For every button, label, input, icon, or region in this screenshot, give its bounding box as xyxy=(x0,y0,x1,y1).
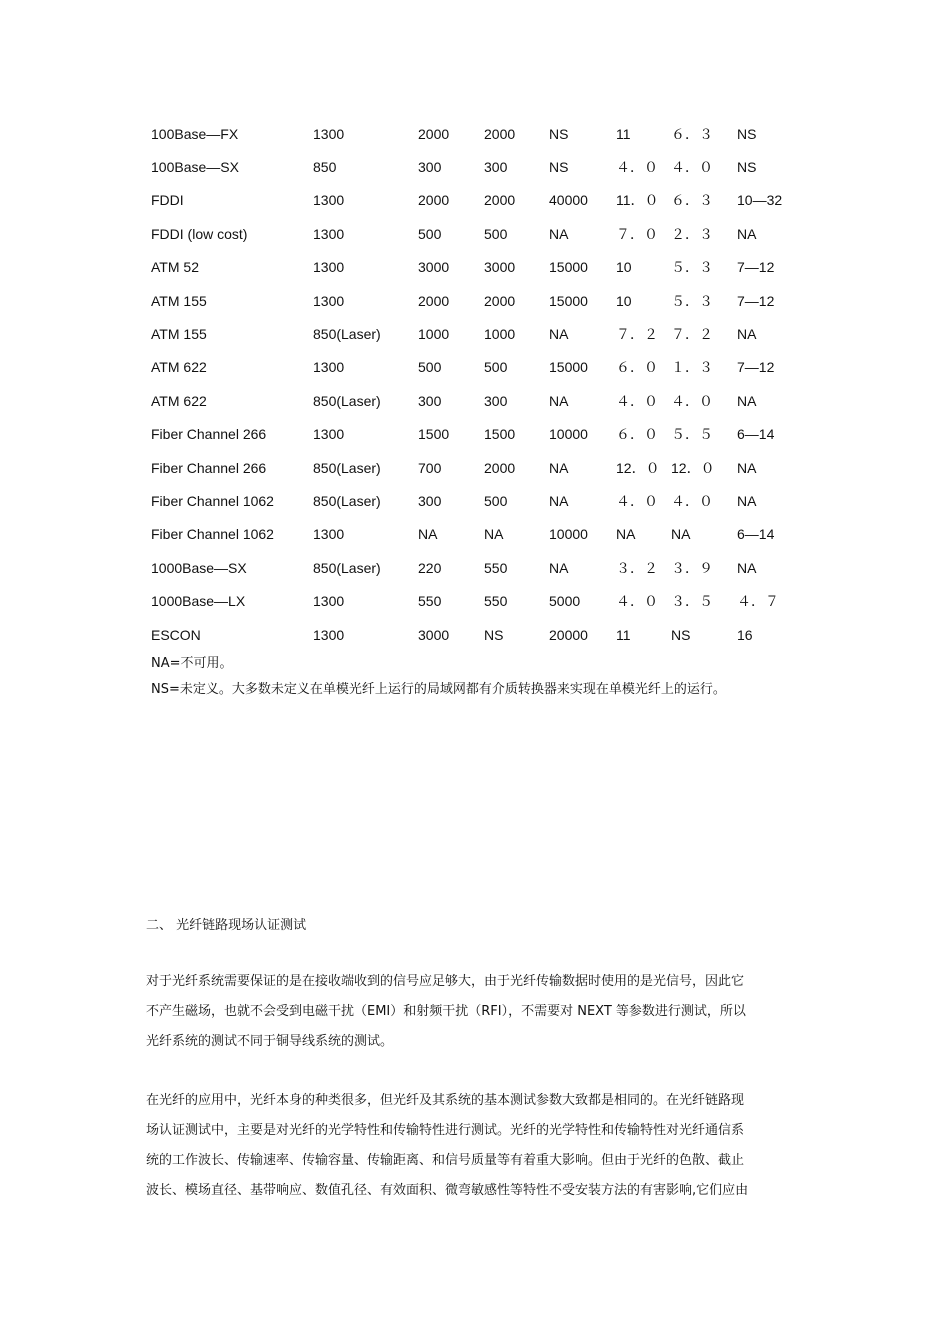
table-cell: 15000 xyxy=(549,259,588,276)
table-cell: 11 xyxy=(616,626,631,643)
table-cell: 16 xyxy=(737,626,753,643)
table-cell: NA xyxy=(737,392,757,409)
table-cell: 850 xyxy=(313,159,337,176)
table-cell: NA xyxy=(549,492,569,509)
table-cell: 11．０ xyxy=(616,192,659,209)
table-cell: １．３ xyxy=(671,359,713,376)
table-cell: ４．０ xyxy=(616,392,658,409)
table-row xyxy=(146,317,797,350)
table-row xyxy=(146,117,797,150)
table-cell: 6—14 xyxy=(737,526,775,543)
table-cell: ４．０ xyxy=(616,593,658,610)
table-cell: 300 xyxy=(418,492,442,509)
table-cell: ４．０ xyxy=(616,492,658,509)
table-row xyxy=(146,451,797,484)
table-cell: 7—12 xyxy=(737,359,775,376)
table-cell: NS xyxy=(484,626,504,643)
table-cell: 40000 xyxy=(549,192,588,209)
table-cell: ６．３ xyxy=(671,125,713,142)
table-cell: 1300 xyxy=(313,292,345,309)
table-cell: 100Base—SX xyxy=(151,159,239,176)
table-cell: 300 xyxy=(484,159,508,176)
table-cell: ４．０ xyxy=(671,159,713,176)
table-cell: 1300 xyxy=(313,125,345,142)
table-cell: 3000 xyxy=(484,259,516,276)
paragraph-1-line: 不产生磁场，也就不会受到电磁干扰（EMI）和射频干扰（RFI），不需要对 NEXT 等参数进行测试，所以 xyxy=(146,1004,746,1019)
table-cell: 10 xyxy=(616,259,632,276)
table-cell: ６．０ xyxy=(616,359,658,376)
paragraph-1-line: 对于光纤系统需要保证的是在接收端收到的信号应足够大，由于光纤传输数据时使用的是光信号，因此它 xyxy=(146,974,745,989)
table-cell: ３．９ xyxy=(671,559,713,576)
table-cell: ３．２ xyxy=(616,559,658,576)
table-cell: ４．７ xyxy=(737,593,779,610)
table-cell: 10000 xyxy=(549,526,588,543)
table-cell: ATM 155 xyxy=(151,292,207,309)
table-cell: ３．５ xyxy=(671,593,713,610)
table-cell: ６．０ xyxy=(616,426,658,443)
table-row xyxy=(146,351,797,384)
table-cell: NA xyxy=(549,459,569,476)
table-cell: ATM 155 xyxy=(151,326,207,343)
table-cell: 300 xyxy=(418,159,442,176)
paragraph-1 xyxy=(146,967,826,1057)
table-row xyxy=(146,518,797,551)
table-cell: 500 xyxy=(484,492,508,509)
table-cell: 10000 xyxy=(549,426,588,443)
table-cell: ４．０ xyxy=(671,392,713,409)
table-cell: 5000 xyxy=(549,593,581,610)
table-cell: 1300 xyxy=(313,192,345,209)
table-cell: 300 xyxy=(484,392,508,409)
table-cell: 15000 xyxy=(549,359,588,376)
table-cell: NA xyxy=(737,326,757,343)
table-cell: ５．３ xyxy=(671,259,713,276)
table-cell: ATM 622 xyxy=(151,359,207,376)
table-cell: 7—12 xyxy=(737,259,775,276)
table-cell: NA xyxy=(671,526,691,543)
table-cell: 500 xyxy=(484,225,508,242)
table-cell: 850(Laser) xyxy=(313,559,381,576)
paragraph-2-line: 统的工作波长、传输速率、传输容量、传输距离、和信号质量等有着重大影响。但由于光纤的色散、截止 xyxy=(146,1153,745,1168)
table-cell: NA xyxy=(549,225,569,242)
table-row xyxy=(146,251,797,284)
table-cell: 500 xyxy=(484,359,508,376)
table-row xyxy=(146,551,797,584)
table-cell: 2000 xyxy=(484,459,516,476)
table-cell: NA xyxy=(737,559,757,576)
table-cell: ５．５ xyxy=(671,426,713,443)
note-na: NA=不可用。 xyxy=(151,656,233,671)
table-cell: 1300 xyxy=(313,259,345,276)
table-cell: ７．２ xyxy=(616,326,658,343)
fiber-spec-table xyxy=(146,117,797,651)
table-cell: 700 xyxy=(418,459,442,476)
table-cell: NA xyxy=(737,459,757,476)
table-cell: NA xyxy=(484,526,504,543)
table-cell: 15000 xyxy=(549,292,588,309)
paragraph-1-line: 光纤系统的测试不同于铜导线系统的测试。 xyxy=(146,1034,394,1049)
table-cell: ESCON xyxy=(151,626,201,643)
note-ns: NS=未定义。大多数未定义在单模光纤上运行的局域网都有介质转换器来实现在单模光纤上的运行。 xyxy=(151,682,726,697)
table-cell: NS xyxy=(549,125,569,142)
paragraph-2-line: 波长、模场直径、基带响应、数值孔径、有效面积、微弯敏感性等特性不受安装方法的有害影响,它们应由 xyxy=(146,1183,749,1198)
table-cell: 3000 xyxy=(418,626,450,643)
table-cell: 1000 xyxy=(418,326,450,343)
table-cell: NA xyxy=(549,559,569,576)
table-cell: NS xyxy=(737,159,757,176)
table-cell: NA xyxy=(737,492,757,509)
table-cell: ６．３ xyxy=(671,192,713,209)
table-cell: FDDI (low cost) xyxy=(151,225,248,242)
table-cell: 2000 xyxy=(484,292,516,309)
table-cell: 12．０ xyxy=(616,459,660,476)
table-cell: NA xyxy=(616,526,636,543)
table-cell: FDDI xyxy=(151,192,184,209)
table-row xyxy=(146,184,797,217)
table-cell: 300 xyxy=(418,392,442,409)
table-cell: 6—14 xyxy=(737,426,775,443)
table-row xyxy=(146,584,797,617)
table-row xyxy=(146,418,797,451)
table-cell: 1000Base—LX xyxy=(151,593,246,610)
table-cell: NS xyxy=(549,159,569,176)
table-row xyxy=(146,484,797,517)
table-cell: 2000 xyxy=(418,125,450,142)
table-cell: Fiber Channel 1062 xyxy=(151,492,274,509)
table-cell: Fiber Channel 1062 xyxy=(151,526,274,543)
table-cell: 11 xyxy=(616,125,631,142)
table-cell: 3000 xyxy=(418,259,450,276)
table-cell: 1300 xyxy=(313,225,345,242)
paragraph-2 xyxy=(146,1086,826,1206)
table-cell: 2000 xyxy=(418,292,450,309)
table-row xyxy=(146,618,797,651)
table-row xyxy=(146,384,797,417)
table-cell: 1000 xyxy=(484,326,516,343)
table-cell: 1500 xyxy=(484,426,516,443)
table-cell: 1300 xyxy=(313,593,345,610)
table-row xyxy=(146,284,797,317)
table-cell: NS xyxy=(671,626,691,643)
table-cell: 20000 xyxy=(549,626,588,643)
table-cell: 500 xyxy=(418,225,442,242)
table-cell: 550 xyxy=(484,559,508,576)
table-cell: NA xyxy=(418,526,438,543)
table-row xyxy=(146,217,797,250)
table-cell: 2000 xyxy=(484,192,516,209)
table-cell: Fiber Channel 266 xyxy=(151,426,267,443)
table-cell: ７．２ xyxy=(671,326,713,343)
fiber-spec-table-body xyxy=(146,117,797,651)
table-cell: ５．３ xyxy=(671,292,713,309)
table-cell: 2000 xyxy=(418,192,450,209)
table-cell: ２．３ xyxy=(671,225,713,242)
table-cell: 12．０ xyxy=(671,459,715,476)
table-cell: NA xyxy=(549,392,569,409)
table-cell: 100Base—FX xyxy=(151,125,239,142)
table-cell: ATM 52 xyxy=(151,259,199,276)
table-cell: 220 xyxy=(418,559,442,576)
table-cell: ７．０ xyxy=(616,225,658,242)
table-cell: 850(Laser) xyxy=(313,492,381,509)
table-cell: 850(Laser) xyxy=(313,392,381,409)
table-cell: 7—12 xyxy=(737,292,775,309)
table-cell: 550 xyxy=(484,593,508,610)
table-cell: 1300 xyxy=(313,526,345,543)
table-cell: ATM 622 xyxy=(151,392,207,409)
paragraph-2-line: 场认证测试中，主要是对光纤的光学特性和传输特性进行测试。光纤的光学特性和传输特性对光纤通信系 xyxy=(146,1123,745,1138)
table-cell: 1300 xyxy=(313,359,345,376)
table-cell: ４．０ xyxy=(671,492,713,509)
table-cell: ４．０ xyxy=(616,159,658,176)
table-cell: 10—32 xyxy=(737,192,783,209)
table-cell: 10 xyxy=(616,292,632,309)
table-cell: 850(Laser) xyxy=(313,459,381,476)
table-cell: 500 xyxy=(418,359,442,376)
table-cell: 1000Base—SX xyxy=(151,559,247,576)
table-cell: 2000 xyxy=(484,125,516,142)
table-cell: Fiber Channel 266 xyxy=(151,459,267,476)
table-cell: 550 xyxy=(418,593,442,610)
paragraph-2-line: 在光纤的应用中，光纤本身的种类很多，但光纤及其系统的基本测试参数大致都是相同的。在光纤链路现 xyxy=(146,1093,745,1108)
table-cell: 1300 xyxy=(313,426,345,443)
table-cell: NS xyxy=(737,125,757,142)
table-row xyxy=(146,150,797,183)
table-cell: 850(Laser) xyxy=(313,326,381,343)
table-cell: 1500 xyxy=(418,426,450,443)
table-cell: 1300 xyxy=(313,626,345,643)
table-cell: NA xyxy=(737,225,757,242)
table-cell: NA xyxy=(549,326,569,343)
section-heading: 二、 光纤链路现场认证测试 xyxy=(146,918,307,933)
